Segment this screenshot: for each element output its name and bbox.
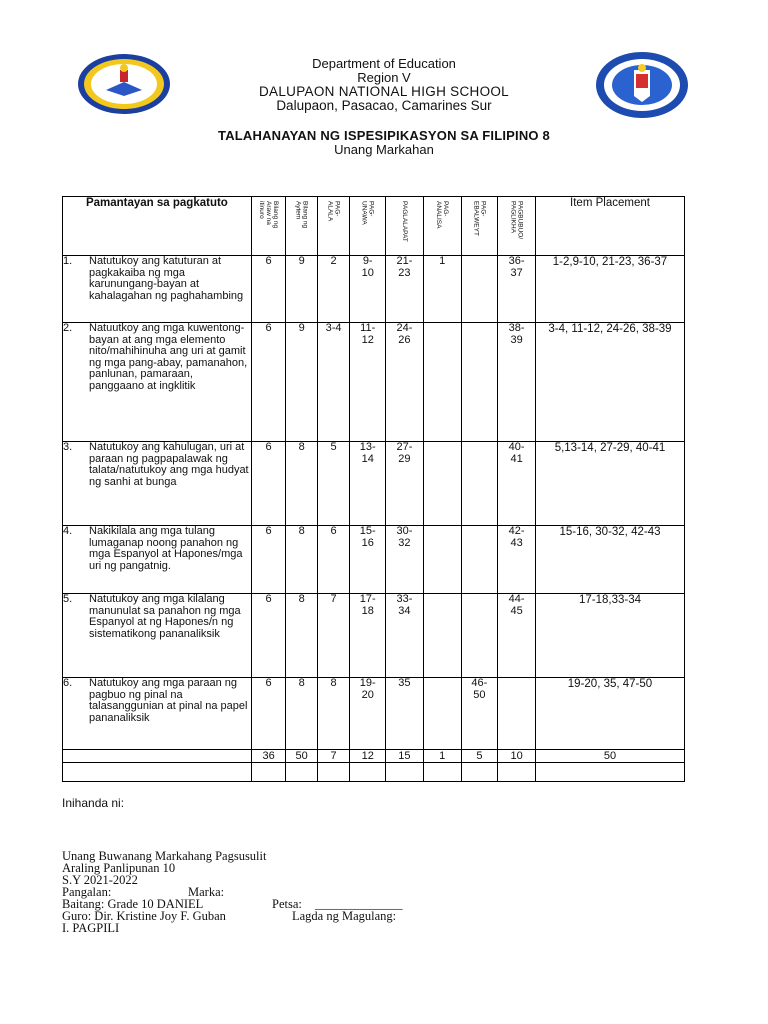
analisa-cell bbox=[423, 594, 461, 678]
competency-cell bbox=[63, 678, 252, 750]
baitang-label: Baitang: Grade 10 DANIEL bbox=[62, 897, 204, 911]
aytem-cell: 9 bbox=[286, 323, 317, 442]
lapat-cell: 35 bbox=[386, 678, 424, 750]
araw-cell: 6 bbox=[251, 323, 286, 442]
buo-cell: 42- 43 bbox=[498, 526, 536, 594]
table-row bbox=[63, 678, 685, 750]
ebalwayt-cell bbox=[461, 323, 498, 442]
table-blank-row bbox=[63, 763, 685, 782]
ebalwayt-cell bbox=[461, 442, 498, 526]
buo-cell: 40- 41 bbox=[498, 442, 536, 526]
unawa-cell: 19- 20 bbox=[350, 678, 386, 750]
total-label-cell bbox=[63, 750, 252, 763]
header-pag-ebalwayt: PAG- EBALWEYT bbox=[461, 197, 498, 256]
table-row bbox=[63, 594, 685, 678]
lapat-cell: 24- 26 bbox=[386, 323, 424, 442]
araw-cell: 6 bbox=[251, 526, 286, 594]
ebalwayt-cell bbox=[461, 256, 498, 323]
table-row bbox=[63, 256, 685, 323]
araw-cell: 6 bbox=[251, 594, 286, 678]
competency-number: 5. bbox=[63, 593, 73, 605]
buo-cell bbox=[498, 678, 536, 750]
competency-number: 2. bbox=[63, 322, 73, 334]
lapat-cell: 21- 23 bbox=[386, 256, 424, 323]
araw-cell: 6 bbox=[251, 442, 286, 526]
section-heading: I. PAGPILI bbox=[62, 921, 120, 935]
aytem-cell: 8 bbox=[286, 678, 317, 750]
total-aytem: 50 bbox=[286, 750, 317, 763]
table-header-row bbox=[63, 197, 685, 256]
buo-cell: 44- 45 bbox=[498, 594, 536, 678]
competency-text: Natutukoy ang kahulugan, uri at paraan ng pagpapalawak ng talata/natutukoy ang mga hudyat ng sanhi at bunga bbox=[89, 441, 249, 488]
buo-cell: 36- 37 bbox=[498, 256, 536, 323]
exam-school-year: S.Y 2021-2022 bbox=[62, 873, 138, 887]
competency-cell bbox=[63, 594, 252, 678]
total-lapat: 15 bbox=[386, 750, 424, 763]
document-subtitle: Unang Markahan bbox=[334, 142, 434, 157]
competency-cell bbox=[63, 526, 252, 594]
analisa-cell bbox=[423, 526, 461, 594]
ebalwayt-cell bbox=[461, 526, 498, 594]
analisa-cell bbox=[423, 323, 461, 442]
alala-cell: 8 bbox=[317, 678, 350, 750]
region-name: Region V bbox=[357, 70, 411, 85]
marka-label: Marka: bbox=[188, 885, 225, 899]
alala-cell: 3-4 bbox=[317, 323, 350, 442]
item-placement-cell: 1-2,9-10, 21-23, 36-37 bbox=[535, 256, 684, 323]
araw-cell: 6 bbox=[251, 256, 286, 323]
aytem-cell: 8 bbox=[286, 594, 317, 678]
table-row bbox=[63, 442, 685, 526]
analisa-cell bbox=[423, 678, 461, 750]
competency-text: Natutukoy ang mga kilalang manunulat sa panahon ng mga Espanyol at ng Hapones/n ng sistematikong pananaliksik bbox=[89, 593, 241, 640]
lagda-label: Lagda ng Magulang: bbox=[292, 909, 397, 923]
ebalwayt-cell: 46- 50 bbox=[461, 678, 498, 750]
unawa-cell: 15- 16 bbox=[350, 526, 386, 594]
competency-cell bbox=[63, 323, 252, 442]
header-bilang-aytem: Bilang ng Aytem bbox=[286, 197, 317, 256]
competency-text: Natutukoy ang mga paraan ng pagbuo ng pinal na talasanggunian at pinal na papel pananaliksik bbox=[89, 677, 248, 724]
analisa-cell: 1 bbox=[423, 256, 461, 323]
total-ebalwayt: 5 bbox=[461, 750, 498, 763]
buo-cell: 38- 39 bbox=[498, 323, 536, 442]
unawa-cell: 11- 12 bbox=[350, 323, 386, 442]
competency-number: 1. bbox=[63, 255, 73, 267]
ebalwayt-cell bbox=[461, 594, 498, 678]
item-placement-cell: 3-4, 11-12, 24-26, 38-39 bbox=[535, 323, 684, 442]
school-name: DALUPAON NATIONAL HIGH SCHOOL bbox=[259, 84, 509, 99]
lapat-cell: 27- 29 bbox=[386, 442, 424, 526]
alala-cell: 2 bbox=[317, 256, 350, 323]
competency-text: Natutukoy ang katuturan at pagkakaiba ng mga karunungang-bayan at kahalagahan ng paghahambing bbox=[89, 255, 244, 302]
table-row bbox=[63, 323, 685, 442]
unawa-cell: 17- 18 bbox=[350, 594, 386, 678]
department-name: Department of Education bbox=[312, 56, 456, 71]
letterhead bbox=[0, 57, 768, 113]
header-pag-analisa: PAG- ANALISA bbox=[423, 197, 461, 256]
exam-header bbox=[62, 849, 403, 935]
lapat-cell: 33- 34 bbox=[386, 594, 424, 678]
item-placement-cell: 5,13-14, 27-29, 40-41 bbox=[535, 442, 684, 526]
competency-text: Nakikilala ang mga tulang lumaganap noong panahon ng mga Espanyol at Hapones/mga uri ng pangatnig. bbox=[89, 525, 243, 572]
competency-number: 4. bbox=[63, 525, 73, 537]
total-alala: 7 bbox=[317, 750, 350, 763]
guro-label: Guro: Dir. Kristine Joy F. Guban bbox=[62, 909, 226, 923]
alala-cell: 5 bbox=[317, 442, 350, 526]
header-pag-alala: PAG- ALALA bbox=[317, 197, 350, 256]
aytem-cell: 8 bbox=[286, 526, 317, 594]
exam-title: Unang Buwanang Markahang Pagsusulit bbox=[62, 849, 267, 863]
prepared-by-label: Inihanda ni: bbox=[62, 796, 125, 810]
lapat-cell: 30- 32 bbox=[386, 526, 424, 594]
exam-subject: Araling Panlipunan 10 bbox=[62, 861, 176, 875]
header-bilang-araw: Bilang ng Araw na itinuro bbox=[251, 197, 286, 256]
total-analisa: 1 bbox=[423, 750, 461, 763]
alala-cell: 7 bbox=[317, 594, 350, 678]
total-items: 50 bbox=[535, 750, 684, 763]
header-paglalapat: PAGLALAPAT bbox=[386, 197, 424, 256]
aytem-cell: 9 bbox=[286, 256, 317, 323]
pangalan-label: Pangalan: bbox=[62, 885, 112, 899]
item-placement-cell: 15-16, 30-32, 42-43 bbox=[535, 526, 684, 594]
competency-text: Natuutkoy ang mga kuwentong-bayan at ang mga elemento nito/mahihinuha ang uri at gamit ng mga pang-abay, pamanahon, panlunan, pamaraan, panggaano at ingklitik bbox=[89, 322, 248, 392]
header-pag-unawa: PAG- UNAWA bbox=[350, 197, 386, 256]
total-unawa: 12 bbox=[350, 750, 386, 763]
petsa-blank: ______________ bbox=[315, 897, 403, 911]
header-item-placement: Item Placement bbox=[535, 197, 684, 256]
item-placement-cell: 17-18,33-34 bbox=[535, 594, 684, 678]
competency-cell bbox=[63, 442, 252, 526]
unawa-cell: 13- 14 bbox=[350, 442, 386, 526]
total-araw: 36 bbox=[251, 750, 286, 763]
header-competency: Pamantayan sa pagkatuto bbox=[63, 197, 252, 256]
specification-table bbox=[62, 196, 685, 782]
competency-number: 6. bbox=[63, 677, 73, 689]
competency-cell bbox=[63, 256, 252, 323]
petsa-label: Petsa: bbox=[272, 897, 302, 911]
table-row bbox=[63, 526, 685, 594]
unawa-cell: 9- 10 bbox=[350, 256, 386, 323]
araw-cell: 6 bbox=[251, 678, 286, 750]
aytem-cell: 8 bbox=[286, 442, 317, 526]
competency-number: 3. bbox=[63, 441, 73, 453]
document-title: TALAHANAYAN NG ISPESIPIKASYON SA FILIPINO 8 bbox=[218, 128, 550, 143]
school-address: Dalupaon, Pasacao, Camarines Sur bbox=[276, 98, 492, 113]
header-pagbubuo: PAGBUBUO/ PAGLIKHA bbox=[498, 197, 536, 256]
total-buo: 10 bbox=[498, 750, 536, 763]
analisa-cell bbox=[423, 442, 461, 526]
alala-cell: 6 bbox=[317, 526, 350, 594]
item-placement-cell: 19-20, 35, 47-50 bbox=[535, 678, 684, 750]
table-total-row bbox=[63, 750, 685, 763]
